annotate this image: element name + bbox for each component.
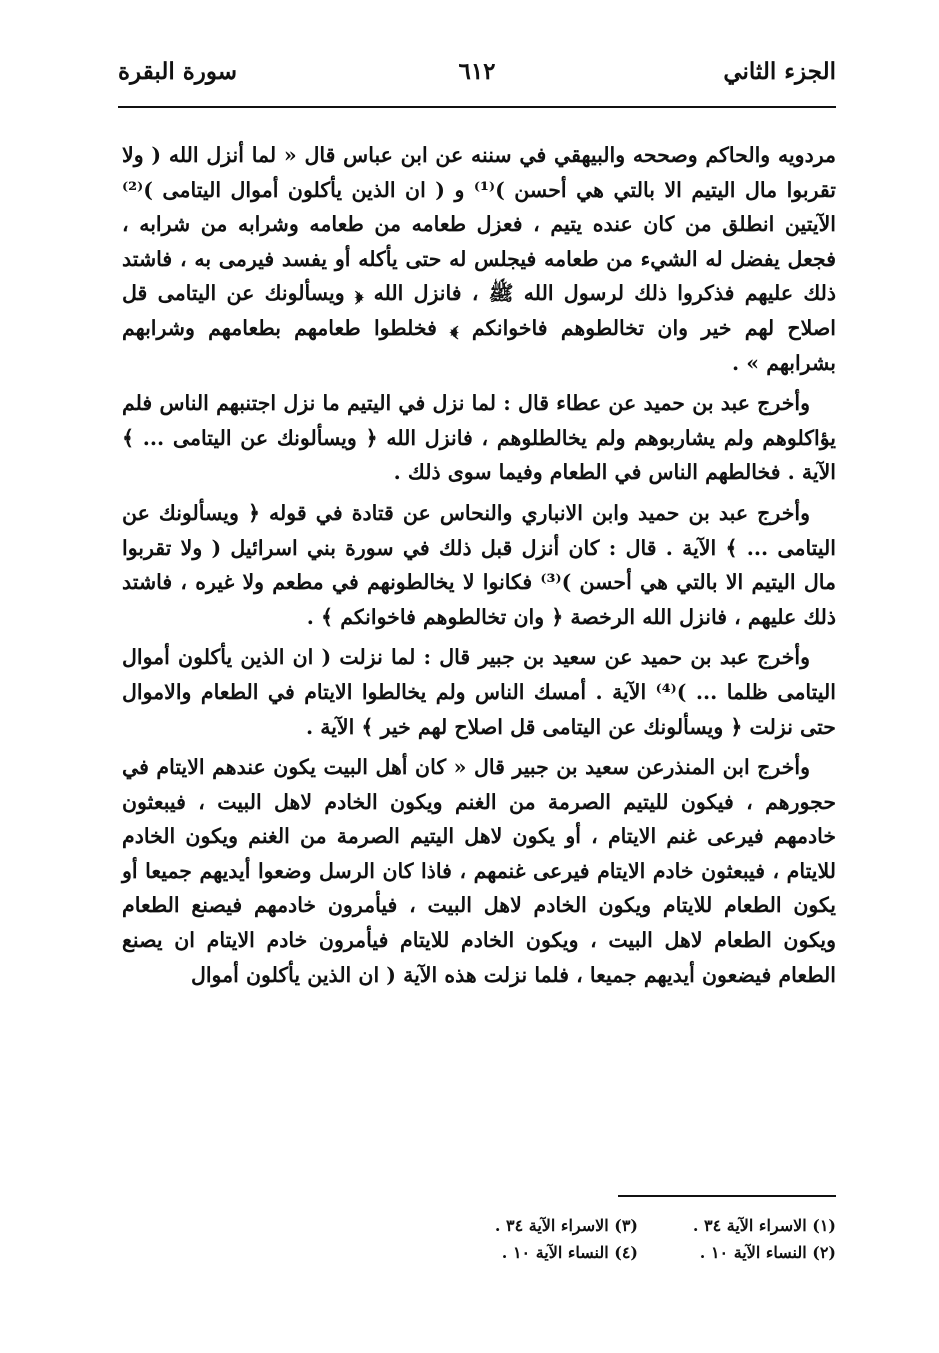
surah-label: سورة البقرة <box>118 58 238 85</box>
page-header <box>118 58 836 104</box>
footnote-row <box>440 1212 836 1239</box>
footnote: (٢) النساء الآية ١٠ . <box>699 1243 836 1262</box>
paragraph: وأخرج عبد بن حميد وابن الانباري والنحاس عن قتادة في قوله ﴿ ويسألونك عن اليتامى ... ﴾ الآية . قال : كان أنزل قبل ذلك في سورة بني اسرائيل ( ولا تقربوا مال اليتيم الا بالتي هي أحسن )⁽³⁾ فكانوا لا يخالطونهم في مطعم ولا غيره ، فاشتد ذلك عليهم ، فانزل الله الرخصة ﴿ وان تخالطوهم فاخوانكم ﴾ . <box>122 500 836 629</box>
page-number: ٦١٢ <box>458 58 496 85</box>
paragraph: وأخرج عبد بن حميد عن سعيد بن جبير قال : لما نزلت ( ان الذين يأكلون أموال اليتامى ظلما ... )⁽⁴⁾ الآية . أمسك الناس ولم يخالطوا الايتام في الطعام والاموال حتى نزلت ﴿ ويسألونك عن اليتامى قل اصلاح لهم خير ﴾ الآية . <box>122 645 836 739</box>
footnote-row <box>440 1239 836 1266</box>
footnote: (٣) الاسراء الآية ٣٤ . <box>494 1216 638 1235</box>
paragraph: مردويه والحاكم وصححه والبيهقي في سننه عن ابن عباس قال « لما أنزل الله ( ولا تقربوا مال اليتيم الا بالتي هي أحسن )⁽¹⁾ و ( ان الذين يأكلون أموال اليتامى )⁽²⁾ الآيتين انطلق من كان عنده يتيم ، فعزل طعامه من طعامه وشرابه من شرابه ، فجعل يفضل له الشيء من طعامه فيجلس له حتى يأكله أو يفسد فيرمى به ، فاشتد ذلك عليهم فذكروا ذلك لرسول الله ﷺ ، فانزل الله ﴿ ويسألونك عن اليتامى قل اصلاح لهم خير وان تخالطوهم فاخوانكم ﴾ فخلطوا طعامهم بطعامهم وشرابهم بشرابهم » . <box>122 143 836 375</box>
paragraph: وأخرج عبد بن حميد عن عطاء قال : لما نزل في اليتيم ما نزل اجتنبهم الناس فلم يؤاكلوهم ولم يشاربوهم ولم يخالطلوهم ، فانزل الله ﴿ ويسألونك عن اليتامى ... ﴾ الآية . فخالطهم الناس في الطعام وفيما سوى ذلك . <box>122 391 836 485</box>
footnote: (١) الاسراء الآية ٣٤ . <box>692 1216 836 1235</box>
main-text <box>122 138 836 998</box>
footnote: (٤) النساء الآية ١٠ . <box>501 1243 638 1262</box>
paragraph: وأخرج ابن المنذرعن سعيد بن جبير قال « كان أهل البيت يكون عندهم الايتام في حجورهم ، فيكون لليتيم الصرمة من الغنم ويكون الخادم لاهل البيت ، فيبعثون خادمهم فيرعى غنم الايتام ، أو يكون لاهل اليتيم الصرمة من الغنم ويكون الخادم للايتام ، فيبعثون خادم الايتام فيرعى غنمهم ، فاذا كان الرسل وضعوا أيديهم جميعا أو يكون الطعام للايتام ويكون الخادم لاهل البيت ، فيأمرون خادمهم فيصنع الطعام ويكون الطعام لاهل البيت ، ويكون الخادم للايتام فيأمرون خادم الايتام ان يصنع الطعام فيضعون أيديهم جميعا ، فلما نزلت هذه الآية ( ان الذين يأكلون أموال <box>122 755 836 987</box>
footnotes <box>440 1212 836 1266</box>
footnote-rule <box>618 1195 836 1197</box>
volume-label: الجزء الثاني <box>723 58 836 85</box>
header-rule <box>118 106 836 108</box>
